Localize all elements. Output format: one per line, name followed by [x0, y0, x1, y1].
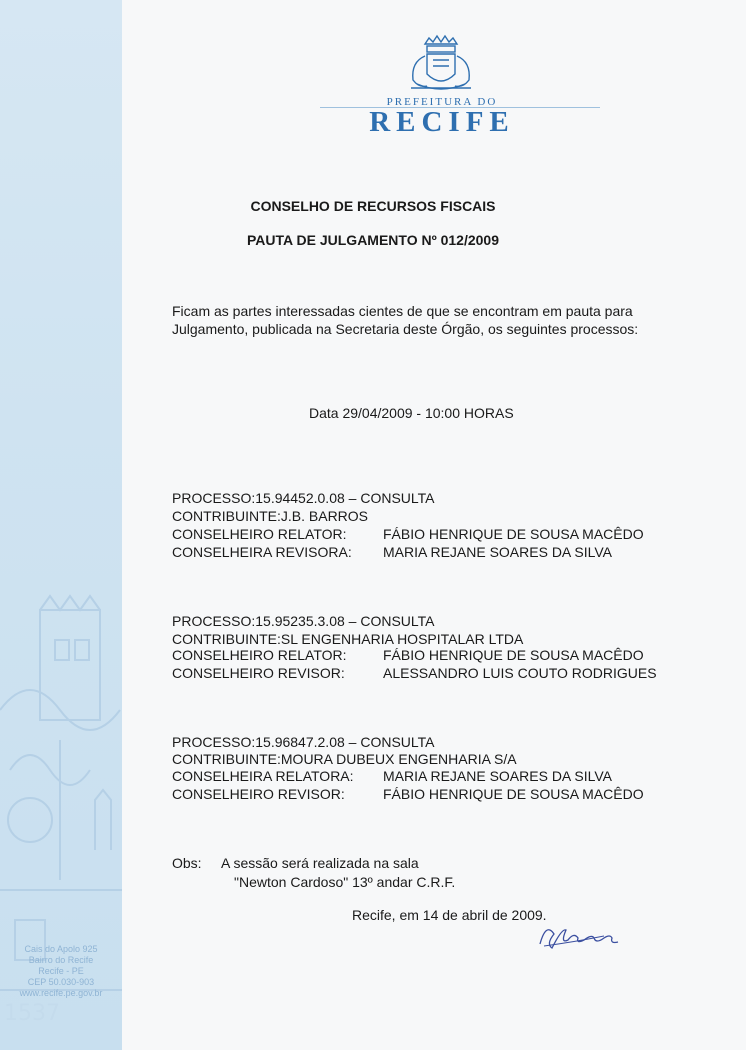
- address-line: Recife - PE: [38, 966, 84, 976]
- obs-line: A sessão será realizada na sala: [221, 855, 419, 871]
- taxpayer: CONTRIBUINTE:SL ENGENHARIA HOSPITALAR LTDA: [172, 631, 524, 647]
- address-line: Bairro do Recife: [28, 955, 94, 965]
- rapporteur-row: [172, 647, 644, 663]
- process-number: PROCESSO:15.95235.3.08 – CONSULTA: [172, 613, 435, 629]
- rapporteur-row: [172, 526, 644, 542]
- session-date: Data 29/04/2009 - 10:00 HORAS: [309, 405, 514, 421]
- city-name: RECIFE: [369, 106, 515, 138]
- svg-text:1537: 1537: [4, 1001, 60, 1026]
- document-subtitle: PAUTA DE JULGAMENTO Nº 012/2009: [247, 232, 499, 248]
- rapporteur-label: CONSELHEIRO RELATOR:: [172, 647, 347, 663]
- intro-paragraph: [172, 302, 638, 338]
- address-line: Cais do Apolo 925: [24, 944, 98, 954]
- reviewer-name: FÁBIO HENRIQUE DE SOUSA MACÊDO: [383, 786, 644, 802]
- rapporteur-row: [172, 768, 612, 784]
- address-line: www.recife.pe.gov.br: [19, 988, 103, 998]
- rapporteur-name: MARIA REJANE SOARES DA SILVA: [383, 768, 612, 784]
- signature: [536, 914, 630, 954]
- sidebar-band: [0, 0, 122, 1050]
- reviewer-name: ALESSANDRO LUIS COUTO RODRIGUES: [383, 665, 657, 681]
- rapporteur-label: CONSELHEIRO RELATOR:: [172, 526, 347, 542]
- closing-date: Recife, em 14 de abril de 2009.: [352, 907, 547, 923]
- process-number: PROCESSO:15.94452.0.08 – CONSULTA: [172, 490, 435, 506]
- coat-of-arms-logo: [403, 34, 479, 94]
- document-title: CONSELHO DE RECURSOS FISCAIS: [250, 198, 496, 214]
- reviewer-row: [172, 786, 644, 802]
- intro-line: Julgamento, publicada na Secretaria deste Órgão, os seguintes processos:: [172, 321, 639, 337]
- obs-line: "Newton Cardoso" 13º andar C.R.F.: [234, 874, 456, 890]
- address-line: CEP 50.030-903: [27, 977, 95, 987]
- reviewer-row: [172, 544, 612, 560]
- prefeitura-label: PREFEITURA DO: [386, 96, 498, 108]
- reviewer-row: [172, 665, 657, 681]
- intro-line: Ficam as partes interessadas cientes de que se encontram em pauta para: [172, 303, 633, 319]
- process-number: PROCESSO:15.96847.2.08 – CONSULTA: [172, 734, 435, 750]
- reviewer-label: CONSELHEIRO REVISOR:: [172, 665, 345, 681]
- reviewer-name: MARIA REJANE SOARES DA SILVA: [383, 544, 612, 560]
- reviewer-label: CONSELHEIRA REVISORA:: [172, 544, 352, 560]
- taxpayer: CONTRIBUINTE:MOURA DUBEUX ENGENHARIA S/A: [172, 751, 517, 767]
- rapporteur-name: FÁBIO HENRIQUE DE SOUSA MACÊDO: [383, 526, 644, 542]
- rapporteur-name: FÁBIO HENRIQUE DE SOUSA MACÊDO: [383, 647, 644, 663]
- rapporteur-label: CONSELHEIRA RELATORA:: [172, 768, 354, 784]
- taxpayer: CONTRIBUINTE:J.B. BARROS: [172, 508, 369, 524]
- reviewer-label: CONSELHEIRO REVISOR:: [172, 786, 345, 802]
- address-block: [0, 944, 122, 999]
- obs-label: Obs:: [172, 855, 202, 871]
